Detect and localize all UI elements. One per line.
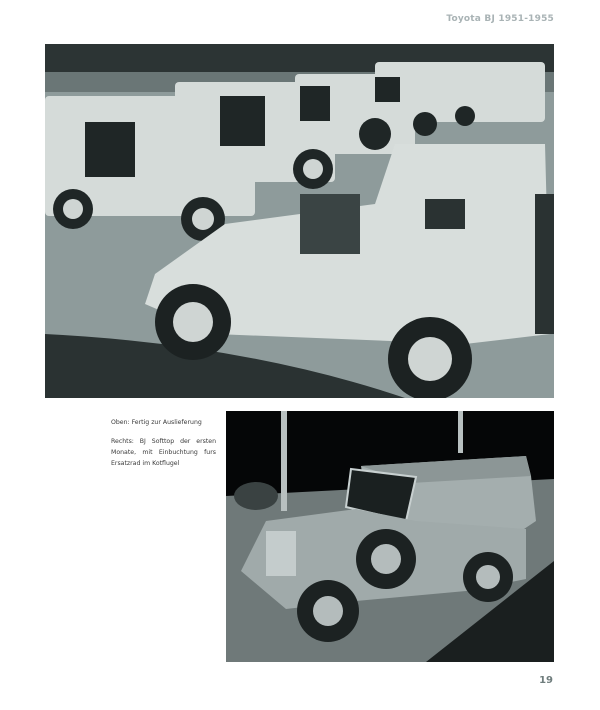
photo-jeeps-lineup (45, 44, 554, 398)
page-number: 19 (539, 675, 553, 686)
running-header-title: Toyota BJ 1951-1955 (446, 14, 554, 24)
bj-softtop-illustration (226, 411, 554, 662)
photo-bj-softtop (226, 411, 554, 662)
caption-top-photo: Oben: Fertig zur Auslieferung (111, 419, 202, 426)
jeeps-lineup-illustration (45, 44, 554, 398)
photo-captions (111, 417, 216, 477)
caption-right-photo: Rechts: BJ Softtop der ersten Monate, mit Einbuchtung furs Ersatzrad im Kotflugel (111, 438, 216, 467)
